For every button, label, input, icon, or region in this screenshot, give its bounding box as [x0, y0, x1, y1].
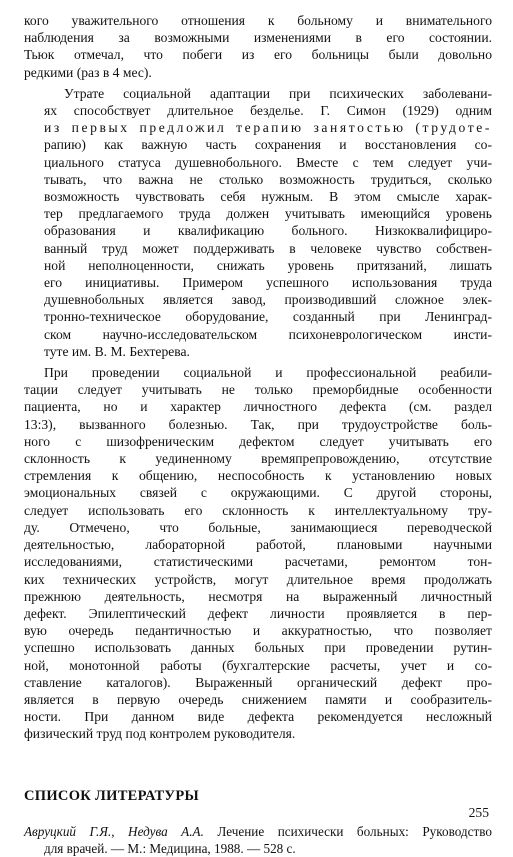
reference-entry [24, 823, 492, 857]
text-line: ких технических устройств, могут длительное время продолжать [24, 571, 492, 587]
text-line: душевнобольных является завод, производивший сложное элек- [44, 292, 492, 308]
text-line: успешно использовать данных больных при проведении рутин- [24, 640, 492, 656]
text-line: его инициативы. Примером успешного использования труда [44, 275, 492, 291]
text-line: рапию) как важную часть сохранения и восстановления со- [44, 137, 492, 153]
text-line: вую очередь педантичностью и аккуратностью, что позволяет [24, 623, 492, 639]
reference-title: Лечение психически больных: Руководство [203, 823, 492, 839]
text-line: образования и квалификацию больного. Низкоквалифициро- [44, 223, 492, 239]
text-line: Утрате социальной адаптации при психических заболевани- [64, 85, 492, 101]
text-line: тер предлагаемого труда должен учитывать имеющийся уровень [44, 206, 492, 222]
paragraph-1 [24, 12, 492, 81]
text-line: склонность к уединенному времяпрепровождению, отсутствие [24, 451, 492, 467]
text-line: ного с шизофреническим дефектом следует учитывать его [24, 433, 492, 449]
text-line: исследованиями, статистическими расчетами, ремонтом тон- [24, 554, 492, 570]
reference-line: для врачей. — М.: Медицина, 1988. — 528 с. [44, 840, 296, 856]
text-line: возможность чувствовать себя нужным. В этом смысле харак- [44, 189, 492, 205]
text-line: ду. Отмечено, что больные, занимающиеся переводческой [24, 519, 492, 535]
text-line: физический труд под контролем руководителя. [24, 726, 296, 742]
text-line: следует использовать его склонность к интеллектуальному тру- [24, 502, 492, 518]
text-line: пациента, но и характер личностного дефекта (см. раздел [24, 399, 492, 415]
paragraph-3 [24, 364, 492, 742]
text-line: наблюдения за возможными изменениями в его состоянии. [24, 30, 492, 46]
text-line: прежнюю деятельность, несмотря на выраженный личностный [24, 588, 492, 604]
text-line: эмоциональных связей с окружающими. С другой стороны, [24, 485, 492, 501]
text-line: Тьюк отмечал, что побеги из его больницы были довольно [24, 47, 492, 63]
text-line: туте им. В. М. Бехтерева. [44, 343, 190, 359]
text-line: 13:3), вызванного болезнью. Так, при трудоустройстве боль- [24, 416, 492, 432]
text-line: является в первую очередь снижением памяти и сообразитель- [24, 691, 492, 707]
text-line: ванный труд может поддерживать в человеке чувство собствен- [44, 240, 492, 256]
text-line: тывать, что важна не столько возможность трудиться, сколько [44, 171, 492, 187]
text-line: циального статуса душевнобольного. Вместе с тем следует учи- [44, 154, 492, 170]
text-line: тации следует учитывать не только преморбидные особенности [24, 382, 492, 398]
text-line: кого уважительного отношения к больному и внимательного [24, 13, 492, 28]
text-line: ной, монотонной работы (бухгалтерские расчеты, учет и со- [24, 657, 492, 673]
text-line: ставление каталогов). Выраженный органический дефект про- [24, 674, 492, 690]
page-number: 255 [468, 805, 489, 820]
text-line: редкими (раз в 4 мес). [24, 64, 152, 80]
reference-authors: Авруцкий Г.Я., Недува А.А. [24, 823, 204, 839]
text-line: из первых предложил терапию занятостью (трудоте- [44, 120, 492, 136]
text-line: дефект. Эпилептический дефект личности проявляется в пер- [24, 605, 492, 621]
text-line: стремления к общению, неспособность к установлению новых [24, 468, 492, 484]
paragraph-2 [24, 85, 492, 360]
text-line: При проведении социальной и профессиональной реабили- [44, 365, 492, 381]
text-line: деятельностью, лабораторной работой, плановыми научными [24, 537, 492, 553]
reference-line [24, 823, 492, 840]
text-line: тронно-техническое оборудование, созданный при Ленинград- [44, 309, 492, 325]
text-line: ной неполноценности, снижать уровень притязаний, лишать [44, 257, 492, 273]
section-heading: СПИСОК ЛИТЕРАТУРЫ [24, 787, 200, 804]
text-line: ности. При данном виде дефекта рекомендуется несложный [24, 709, 492, 725]
page-body [24, 12, 492, 857]
text-line: ях способствует длительное безделье. Г. Симон (1929) одним [44, 103, 492, 119]
text-line: ском научно-исследовательском психоневрологическом инсти- [44, 326, 492, 342]
